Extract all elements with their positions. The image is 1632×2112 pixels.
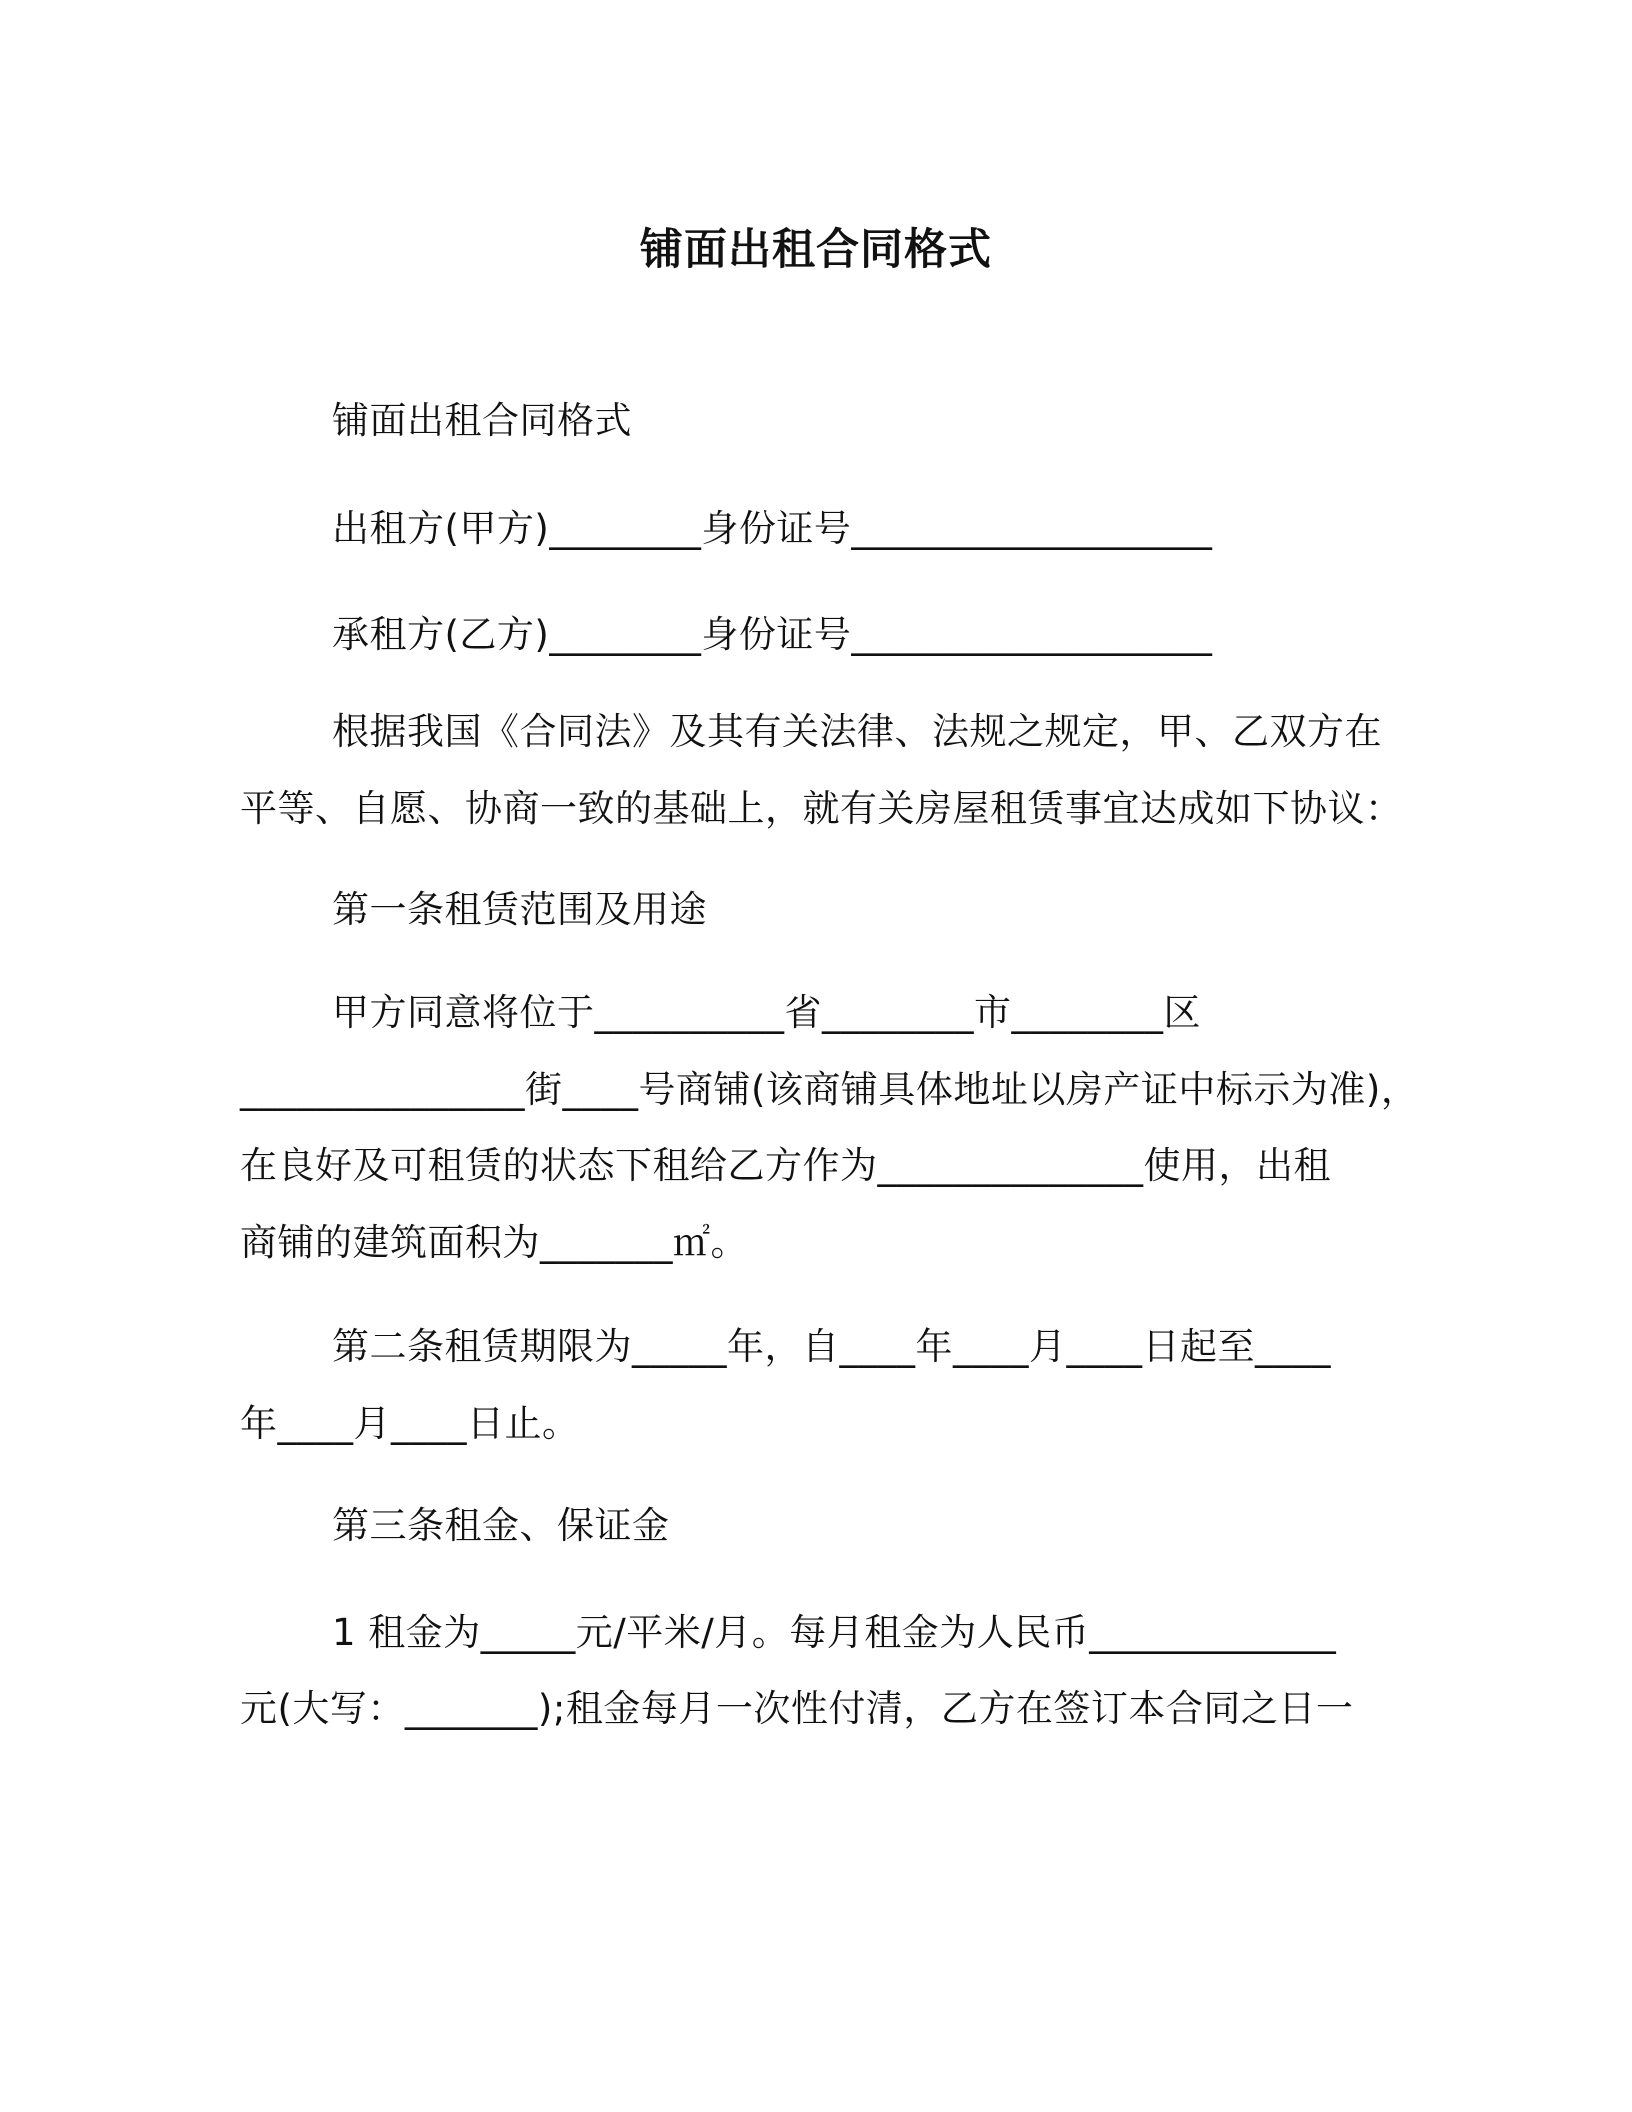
article-3-line-2: 元(大写：_______);租金每月一次性付清，乙方在签订本合同之日一 <box>240 1687 1354 1730</box>
article-3-heading: 第三条租金、保证金 <box>332 1504 670 1547</box>
preamble-line-2: 平等、自愿、协商一致的基础上，就有关房屋租赁事宜达成如下协议： <box>240 787 1403 830</box>
article-3-line-1: 1 租金为_____元/平米/月。每月租金为人民币_____________ <box>332 1611 1337 1654</box>
lessee-line: 承租方(乙方)________身份证号___________________ <box>332 613 1213 656</box>
document-title: 铺面出租合同格式 <box>640 225 992 275</box>
article-2-line-1: 第二条租赁期限为_____年，自____年____月____日起至____ <box>332 1325 1331 1368</box>
article-1-line-4: 商铺的建筑面积为_______㎡。 <box>240 1221 748 1264</box>
subtitle-line: 铺面出租合同格式 <box>332 399 632 442</box>
preamble-line-1: 根据我国《合同法》及其有关法律、法规之规定，甲、乙双方在 <box>332 710 1382 753</box>
article-1-line-3: 在良好及可租赁的状态下租给乙方作为______________使用，出租 <box>240 1144 1331 1187</box>
article-1-heading: 第一条租赁范围及用途 <box>332 888 707 931</box>
article-1-line-2: _______________街____号商铺(该商铺具体地址以房产证中标示为准)， <box>240 1068 1419 1111</box>
lessor-line: 出租方(甲方)________身份证号___________________ <box>332 507 1213 550</box>
article-2-line-2: 年____月____日止。 <box>240 1402 580 1445</box>
article-1-line-1: 甲方同意将位于__________省________市________区 <box>332 991 1201 1034</box>
